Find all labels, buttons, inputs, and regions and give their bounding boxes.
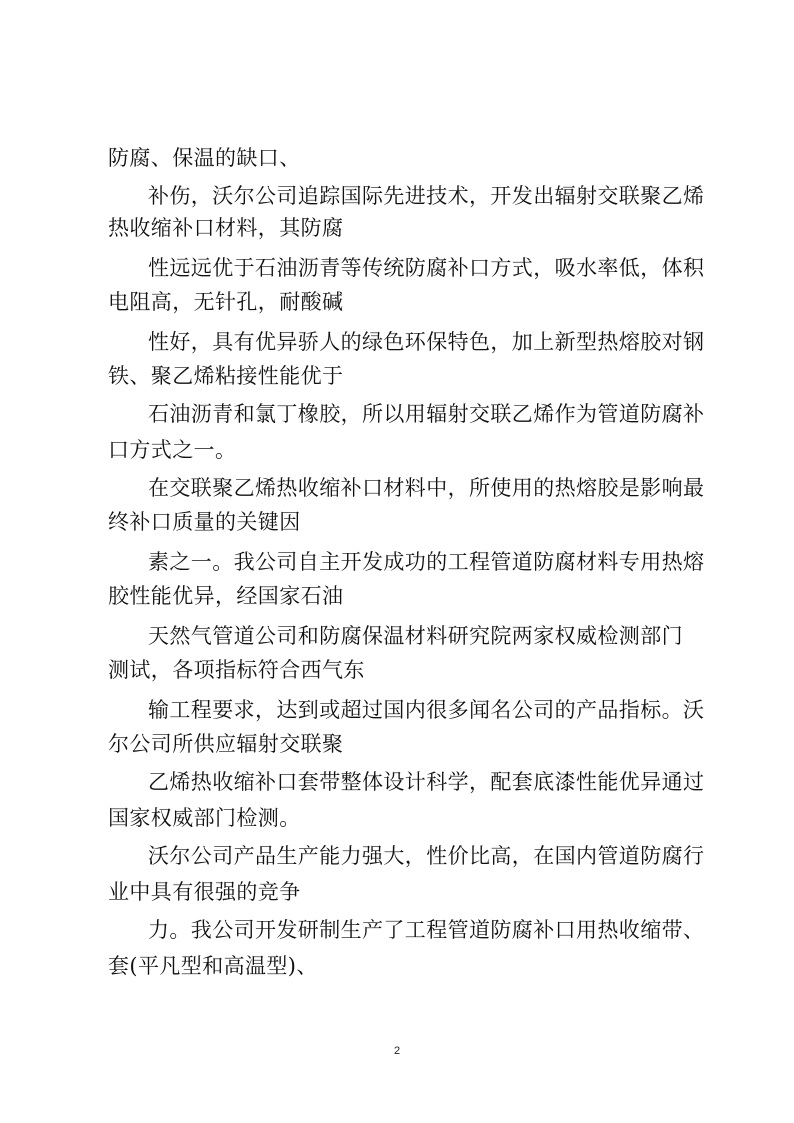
- paragraph-line: 套(平凡型和高温型)、: [108, 954, 318, 978]
- paragraph-line: 铁、聚乙烯粘接性能优于: [108, 364, 344, 388]
- paragraph-line: 沃尔公司产品生产能力强大，性价比高，在国内管道防腐行: [148, 844, 705, 868]
- paragraph-line: 在交联聚乙烯热收缩补口材料中，所使用的热熔胶是影响最: [148, 476, 705, 500]
- paragraph-line: 乙烯热收缩补口套带整体设计科学，配套底漆性能优异通过: [148, 770, 705, 794]
- paragraph-line: 石油沥青和氯丁橡胶，所以用辐射交联乙烯作为管道防腐补: [148, 402, 705, 426]
- paragraph-line: 业中具有很强的竞争: [108, 880, 301, 904]
- paragraph-line: 天然气管道公司和防腐保温材料研究院两家权威检测部门: [148, 624, 683, 648]
- paragraph-line: 热收缩补口材料，其防腐: [108, 216, 344, 240]
- paragraph-line: 补伤，沃尔公司追踪国际先进技术，开发出辐射交联聚乙烯: [148, 184, 705, 208]
- paragraph-line: 终补口质量的关键因: [108, 510, 301, 534]
- paragraph-line: 胶性能优异，经国家石油: [108, 584, 344, 608]
- paragraph-line: 尔公司所供应辐射交联聚: [108, 732, 344, 756]
- paragraph-line: 素之一。我公司自主开发成功的工程管道防腐材料专用热熔: [148, 550, 705, 574]
- paragraph-line: 电阻高，无针孔，耐酸碱: [108, 290, 344, 314]
- paragraph-line: 力。我公司开发研制生产了工程管道防腐补口用热收缩带、: [148, 918, 705, 942]
- paragraph-line: 口方式之一。: [108, 438, 237, 462]
- paragraph-line: 性好，具有优异骄人的绿色环保特色，加上新型热熔胶对钢: [148, 330, 705, 354]
- page-number: 2: [393, 1045, 401, 1057]
- paragraph-line: 国家权威部门检测。: [108, 806, 301, 830]
- paragraph-line: 防腐、保温的缺口、: [108, 146, 301, 170]
- paragraph-line: 测试，各项指标符合西气东: [108, 658, 365, 682]
- paragraph-line: 输工程要求，达到或超过国内很多闻名公司的产品指标。沃: [148, 698, 705, 722]
- paragraph-line: 性远远优于石油沥青等传统防腐补口方式，吸水率低，体积: [148, 256, 705, 280]
